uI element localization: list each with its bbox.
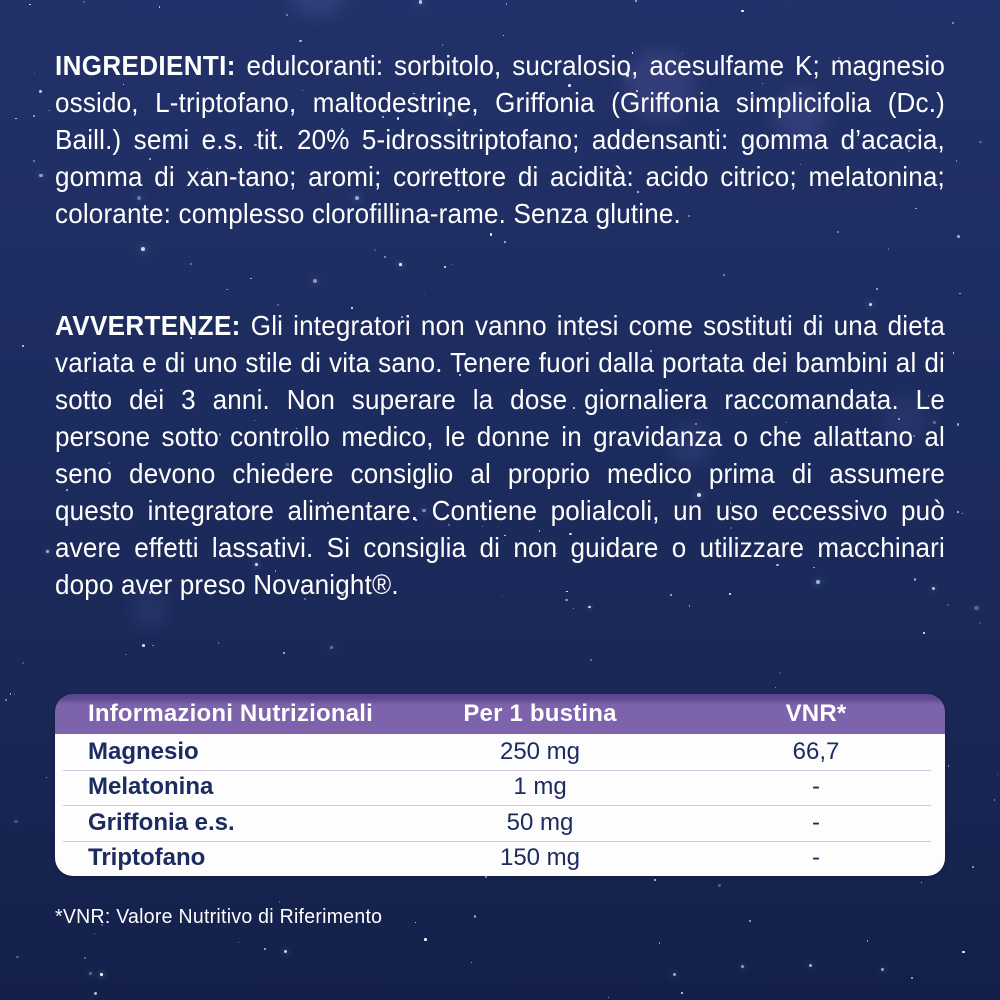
vnr-footnote: *VNR: Valore Nutritivo di Riferimento xyxy=(55,905,383,928)
nutrition-table-body xyxy=(55,734,945,876)
row-name: Griffonia e.s. xyxy=(88,808,235,836)
nutrition-table-header xyxy=(55,694,945,734)
row-vnr: 66,7 xyxy=(792,737,840,765)
header-vnr: VNR* xyxy=(785,700,847,727)
row-amount: 1 mg xyxy=(513,773,567,801)
row-amount: 150 mg xyxy=(499,844,581,872)
warnings-text: Gli integratori non vanno intesi come sostituti di una dieta variata e di uno stile di vita sano. Tenere fuori dalla portata dei bambini al di sotto dei 3 anni. Non superare la dose giornaliera raccomandata. Le persone sotto controllo medico, le donne in gravidanza o che allattano al seno devono chiedere consiglio al proprio medico prima di assumere questo integratore alimentare. Contiene polialcoli, un uso eccessivo può avere effetti lassativi. Si consiglia di non guidare o utilizzare macchinari dopo aver preso Novanight®. xyxy=(55,310,945,600)
row-amount: 250 mg xyxy=(499,737,581,765)
header-info-nutrizionali: Informazioni Nutrizionali xyxy=(88,700,373,727)
row-amount: 50 mg xyxy=(506,808,574,836)
table-row xyxy=(55,805,945,841)
header-per-bustina: Per 1 bustina xyxy=(463,700,617,727)
row-name: Triptofano xyxy=(88,844,206,872)
row-vnr: - xyxy=(812,808,820,836)
row-vnr: - xyxy=(812,844,820,872)
row-vnr: - xyxy=(812,773,820,801)
table-row xyxy=(55,734,945,770)
warnings-label: AVVERTENZE: xyxy=(55,310,241,341)
row-name: Melatonina xyxy=(88,773,214,801)
row-name: Magnesio xyxy=(88,737,199,765)
ingredients-text: edulcoranti: sorbitolo, sucralosio, acesulfame K; magnesio ossido, L-triptofano, maltodestrine, Griffonia (Griffonia simplicifolia (Dc.) Baill.) semi e.s. tit. 20% 5-idrossitriptofano; addensanti: gomma d’acacia, gomma di xan-tano; aromi; correttore di acidità: acido citrico; melatonina; colorante: complesso clorofillina-rame. Senza glutine. xyxy=(55,50,945,229)
ingredients-paragraph xyxy=(55,47,945,232)
nutrition-table xyxy=(55,694,945,876)
table-row xyxy=(55,841,945,877)
warnings-paragraph xyxy=(55,307,945,603)
ingredients-label: INGREDIENTI: xyxy=(55,50,236,81)
table-row xyxy=(55,770,945,806)
